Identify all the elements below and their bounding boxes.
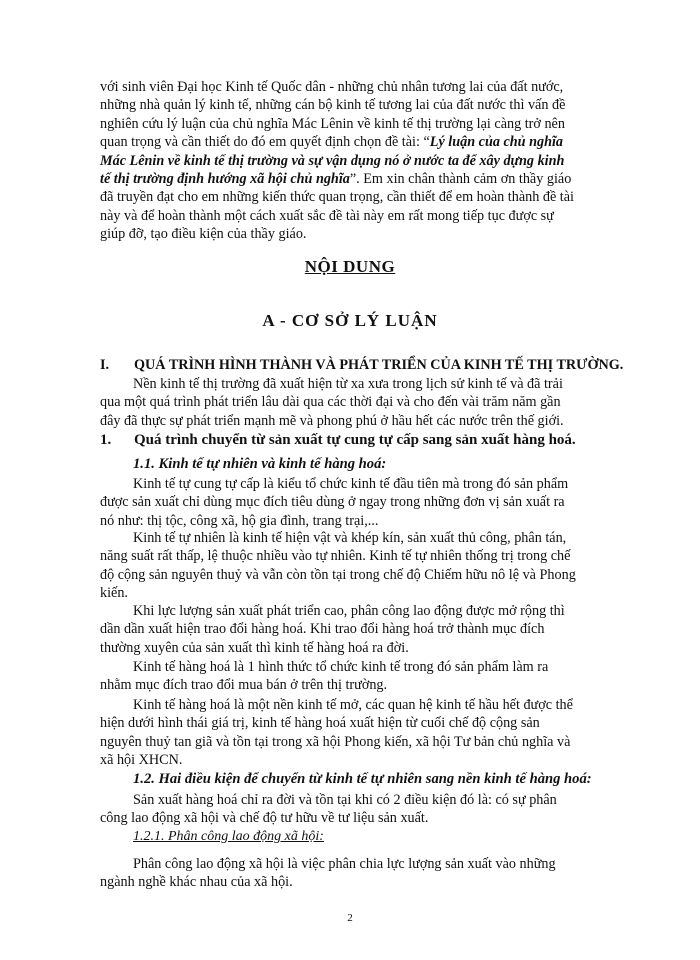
text-line: thường xuyên của sản xuất thì kinh tế hàng hoá ra đời. <box>100 639 409 656</box>
topic-emphasis: tế thị trường định hướng xã hội chủ nghĩa <box>100 171 350 188</box>
text-line: nhằm mục đích trao đổi mua bán ở trên thị trường. <box>100 677 388 694</box>
text-line: giúp đỡ, tạo điều kiện của thầy giáo. <box>100 226 307 243</box>
paragraph <box>100 658 606 695</box>
heading-co-so-ly-luan: A - CƠ SỞ LÝ LUẬN <box>262 311 438 330</box>
text-line: Nền kinh tế thị trường đã xuất hiện từ xa xưa trong lịch sử kinh tế và đã trải <box>133 376 563 392</box>
text-line: ngành nghề khác nhau của xã hội. <box>100 874 293 891</box>
text-line: nó như: thị tộc, công xã, hộ gia đình, trang trại,... <box>100 512 379 529</box>
text-line: nguyên thuỷ tan giã và tồn tại trong xã hội Phong kiến, xã hội Tư bản chủ nghĩa và <box>100 733 571 750</box>
text-line: Sản xuất hàng hoá chỉ ra đời và tồn tại khi có 2 điều kiện đó là: có sự phân <box>133 792 557 808</box>
text-span: quan trọng và cần thiết do đó em quyết định chọn đề tài: “ <box>100 134 430 151</box>
text-line: hiện dưới hình thái giá trị, kinh tế hàng hoá xuất hiện từ cuối chế độ cộng sản <box>100 715 540 732</box>
text-line: đây đã thực sự phát triển mạnh mẽ và phong phú ở hầu hết các nước trên thế giới. <box>100 412 564 429</box>
section-title: Quá trình chuyển từ sản xuất tự cung tự cấp sang sản xuất hàng hoá. <box>134 432 576 448</box>
topic-line: Mác Lênin về kinh tế thị trường và sự vận dụng nó ở nước ta để xây dựng kinh <box>100 152 565 169</box>
text-line: dần dần xuất hiện trao đổi hàng hoá. Khi trao đổi hàng hoá trở thành mục đích <box>100 621 545 638</box>
text-line <box>100 133 606 151</box>
text-line: nghiên cứu lý luận của chủ nghĩa Mác Lênin về kinh tế thị trường lại càng trở nên <box>100 115 565 132</box>
section-heading-1 <box>100 432 576 449</box>
paragraph <box>100 791 606 828</box>
paragraph <box>100 855 606 892</box>
text-line: được sản xuất chỉ dùng mục đích tiêu dùng ở ngay trong những đơn vị sản xuất ra <box>100 494 565 511</box>
paragraph <box>100 529 606 603</box>
paragraph <box>100 475 606 530</box>
text-line: công lao động xã hội và chế độ tư hữu về tư liệu sản xuất. <box>100 810 429 827</box>
text-line: Kinh tế hàng hoá là 1 hình thức tổ chức kinh tế trong đó sản phẩm làm ra <box>133 659 549 675</box>
text-line: Kinh tế tự cung tự cấp là kiểu tổ chức kinh tế đầu tiên mà trong đó sản phẩm <box>133 476 569 492</box>
text-line: xã hội XHCN. <box>100 752 183 769</box>
paragraph <box>100 602 606 657</box>
text-line: qua một quá trình phát triển lâu dài qua các thời đại và cho đến vài trăm năm gần <box>100 394 561 411</box>
section-number: I. <box>100 357 110 373</box>
subsection-heading-1-2-1: 1.2.1. Phân công lao động xã hội: <box>133 829 324 844</box>
text-line: Khi lực lượng sản xuất phát triển cao, phân công lao động được mở rộng thì <box>133 603 565 619</box>
text-line: năng suất rất thấp, lệ thuộc nhiều vào tự nhiên. Kinh tế tự nhiên thống trị trong chế <box>100 548 571 565</box>
text-line: này và để hoàn thành một cách xuất sắc đề tài này em rất mong tiếp tục được sự <box>100 207 554 224</box>
section-number: 1. <box>100 432 112 448</box>
heading-noi-dung: NỘI DUNG <box>304 257 396 276</box>
text-span: ”. Em xin chân thành cảm ơn thầy giáo <box>349 171 572 188</box>
text-line: Kinh tế hàng hoá là một nền kinh tế mở, các quan hệ kinh tế hầu hết được thể <box>133 697 573 713</box>
text-line: Phân công lao động xã hội là việc phân chia lực lượng sản xuất vào những <box>133 856 556 872</box>
topic-emphasis: Lý luận của chủ nghĩa <box>429 134 564 151</box>
section-heading-i <box>100 357 623 374</box>
text-line: kiến. <box>100 585 128 602</box>
subsection-heading-1-2: 1.2. Hai điều kiện để chuyển từ kinh tế tự nhiên sang nền kinh tế hàng hoá: <box>133 771 592 787</box>
subsection-heading-1-1: 1.1. Kinh tế tự nhiên và kinh tế hàng hoá: <box>133 456 387 472</box>
section-i-paragraph <box>100 375 606 430</box>
text-line <box>100 170 606 188</box>
text-line: những nhà quản lý kinh tế, những cán bộ kinh tế tương lai của đất nước thì vấn đề <box>100 97 566 114</box>
text-line: độ cộng sản nguyên thuỷ và vẫn còn tồn tại trong chế độ Chiếm hữu nô lệ và Phong <box>100 566 576 583</box>
text-line: đã truyền đạt cho em những kiến thức quan trọng, cần thiết để em hoàn thành đề tài <box>100 189 574 206</box>
page-number: 2 <box>347 912 353 924</box>
intro-paragraph <box>100 78 606 244</box>
section-title: QUÁ TRÌNH HÌNH THÀNH VÀ PHÁT TRIỂN CỦA KINH TẾ THỊ TRƯỜNG. <box>134 357 624 373</box>
text-line: với sinh viên Đại học Kinh tế Quốc dân - những chủ nhân tương lai của đất nước, <box>100 79 564 95</box>
paragraph <box>100 696 606 770</box>
text-line: Kinh tế tự nhiên là kinh tế hiện vật và khép kín, sản xuất thủ công, phân tán, <box>133 530 567 546</box>
